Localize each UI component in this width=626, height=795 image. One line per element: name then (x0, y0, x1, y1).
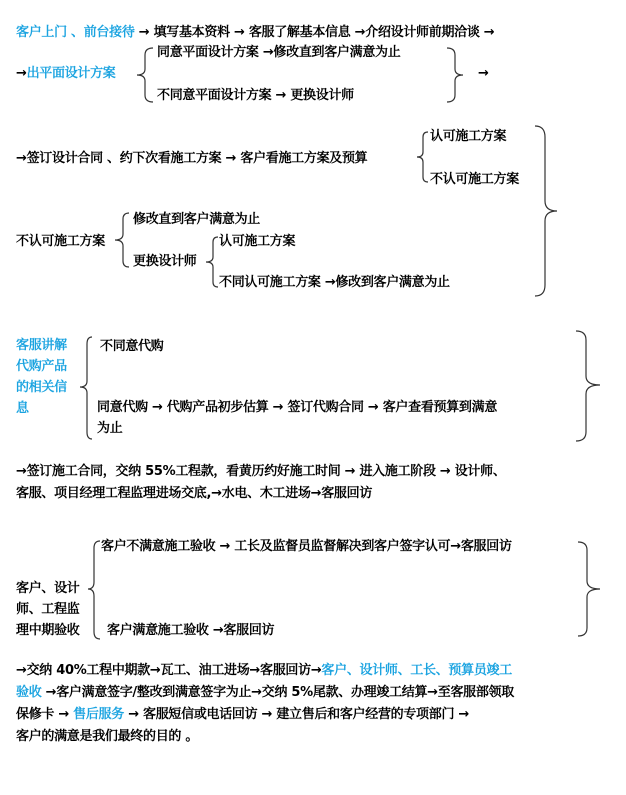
right-brace-icon (574, 330, 604, 442)
option-agree-purchase: 同意代购 → 代购产品初步估算 → 签订代购合同 → 客户查看预算到满意 (97, 400, 498, 415)
final-flow-text: →客户满意签字/整改到满意签字为止→交纳 5%尾款、办理竣工结算→至客服部领取 (41, 685, 514, 700)
construction-contract-line-1: →签订施工合同，交纳 55%工程款，看黄历约好施工时间 → 进入施工阶段 → 设计师、 (16, 464, 506, 479)
right-brace-icon (576, 541, 604, 637)
plan-label: 出平面设计方案 (26, 66, 116, 81)
midterm-label-line-1: 客户、设计 (16, 581, 80, 596)
option-agree-plan: 同意平面设计方案 →修改直到客户满意为止 (157, 45, 401, 60)
left-brace-icon (78, 336, 96, 440)
right-brace-icon (533, 125, 565, 297)
left-brace-icon (133, 47, 155, 103)
option-unsatisfied-acceptance: 客户不满意施工验收 → 工长及监督员监督解决到客户签字认可→客服回访 (101, 539, 512, 554)
option-not-approve-plan: 不认可施工方案 (430, 172, 519, 187)
closing-statement: 客户的满意是我们最终的目的 。 (16, 729, 199, 744)
left-brace-icon (416, 131, 430, 183)
option-disagree-purchase: 不同意代购 (100, 339, 164, 354)
midterm-label-line-2: 师、工程监 (16, 602, 80, 617)
reception-flow-rest: → 填写基本资料 → 客服了解基本信息 →介绍设计师前期洽谈 → (134, 25, 495, 40)
sub-change-disapprove: 不同认可施工方案 →修改到客户满意为止 (219, 275, 450, 290)
final-flow-text: 保修卡 → (16, 707, 74, 722)
purchase-label-line-2: 代购产品 (16, 359, 67, 374)
reception-step: 客户上门 、前台接待 (16, 25, 135, 40)
final-flow-line-1 (16, 663, 512, 679)
not-approve-label: 不认可施工方案 (16, 234, 105, 249)
purchase-label-line-1: 客服讲解 (16, 338, 67, 353)
left-brace-icon (204, 236, 220, 288)
option-disagree-plan: 不同意平面设计方案 → 更换设计师 (157, 88, 354, 103)
left-brace-icon (113, 212, 131, 268)
flow-line-reception (16, 25, 494, 41)
midterm-label-line-3: 理中期验收 (16, 623, 80, 638)
right-brace-icon (445, 47, 467, 103)
purchase-label-line-4: 息 (16, 401, 29, 416)
construction-contract-line-2: 客服、项目经理工程监理进场交底,→水电、木工进场→客服回访 (16, 486, 373, 501)
arrow: → (16, 66, 27, 81)
after-sales-service: 售后服务 (73, 707, 124, 722)
plan-label-line (16, 66, 116, 82)
sign-design-contract-line: →签订设计合同 、约下次看施工方案 → 客户看施工方案及预算 (16, 151, 368, 166)
sub-modify-option: 修改直到客户满意为止 (133, 212, 261, 227)
completion-acceptance: 客户、设计师、工长、预算员竣工 (321, 663, 512, 678)
final-flow-text: → 客服短信或电话回访 → 建立售后和客户经营的专项部门 → (123, 707, 469, 722)
option-satisfied-acceptance: 客户满意施工验收 →客服回访 (107, 623, 275, 638)
left-brace-icon (86, 540, 102, 640)
option-approve-plan: 认可施工方案 (430, 129, 507, 144)
final-flow-text: →交纳 40%工程中期款→瓦工、油工进场→客服回访→ (16, 663, 322, 678)
final-flow-line-2 (16, 685, 514, 701)
sub-change-designer: 更换设计师 (133, 254, 197, 269)
completion-acceptance-cont: 验收 (16, 685, 42, 700)
sub-change-approve: 认可施工方案 (219, 234, 296, 249)
option-agree-purchase-cont: 为止 (97, 421, 123, 436)
trailing-arrow: → (478, 66, 489, 81)
purchase-label-line-3: 的相关信 (16, 380, 67, 395)
final-flow-line-3 (16, 707, 469, 723)
